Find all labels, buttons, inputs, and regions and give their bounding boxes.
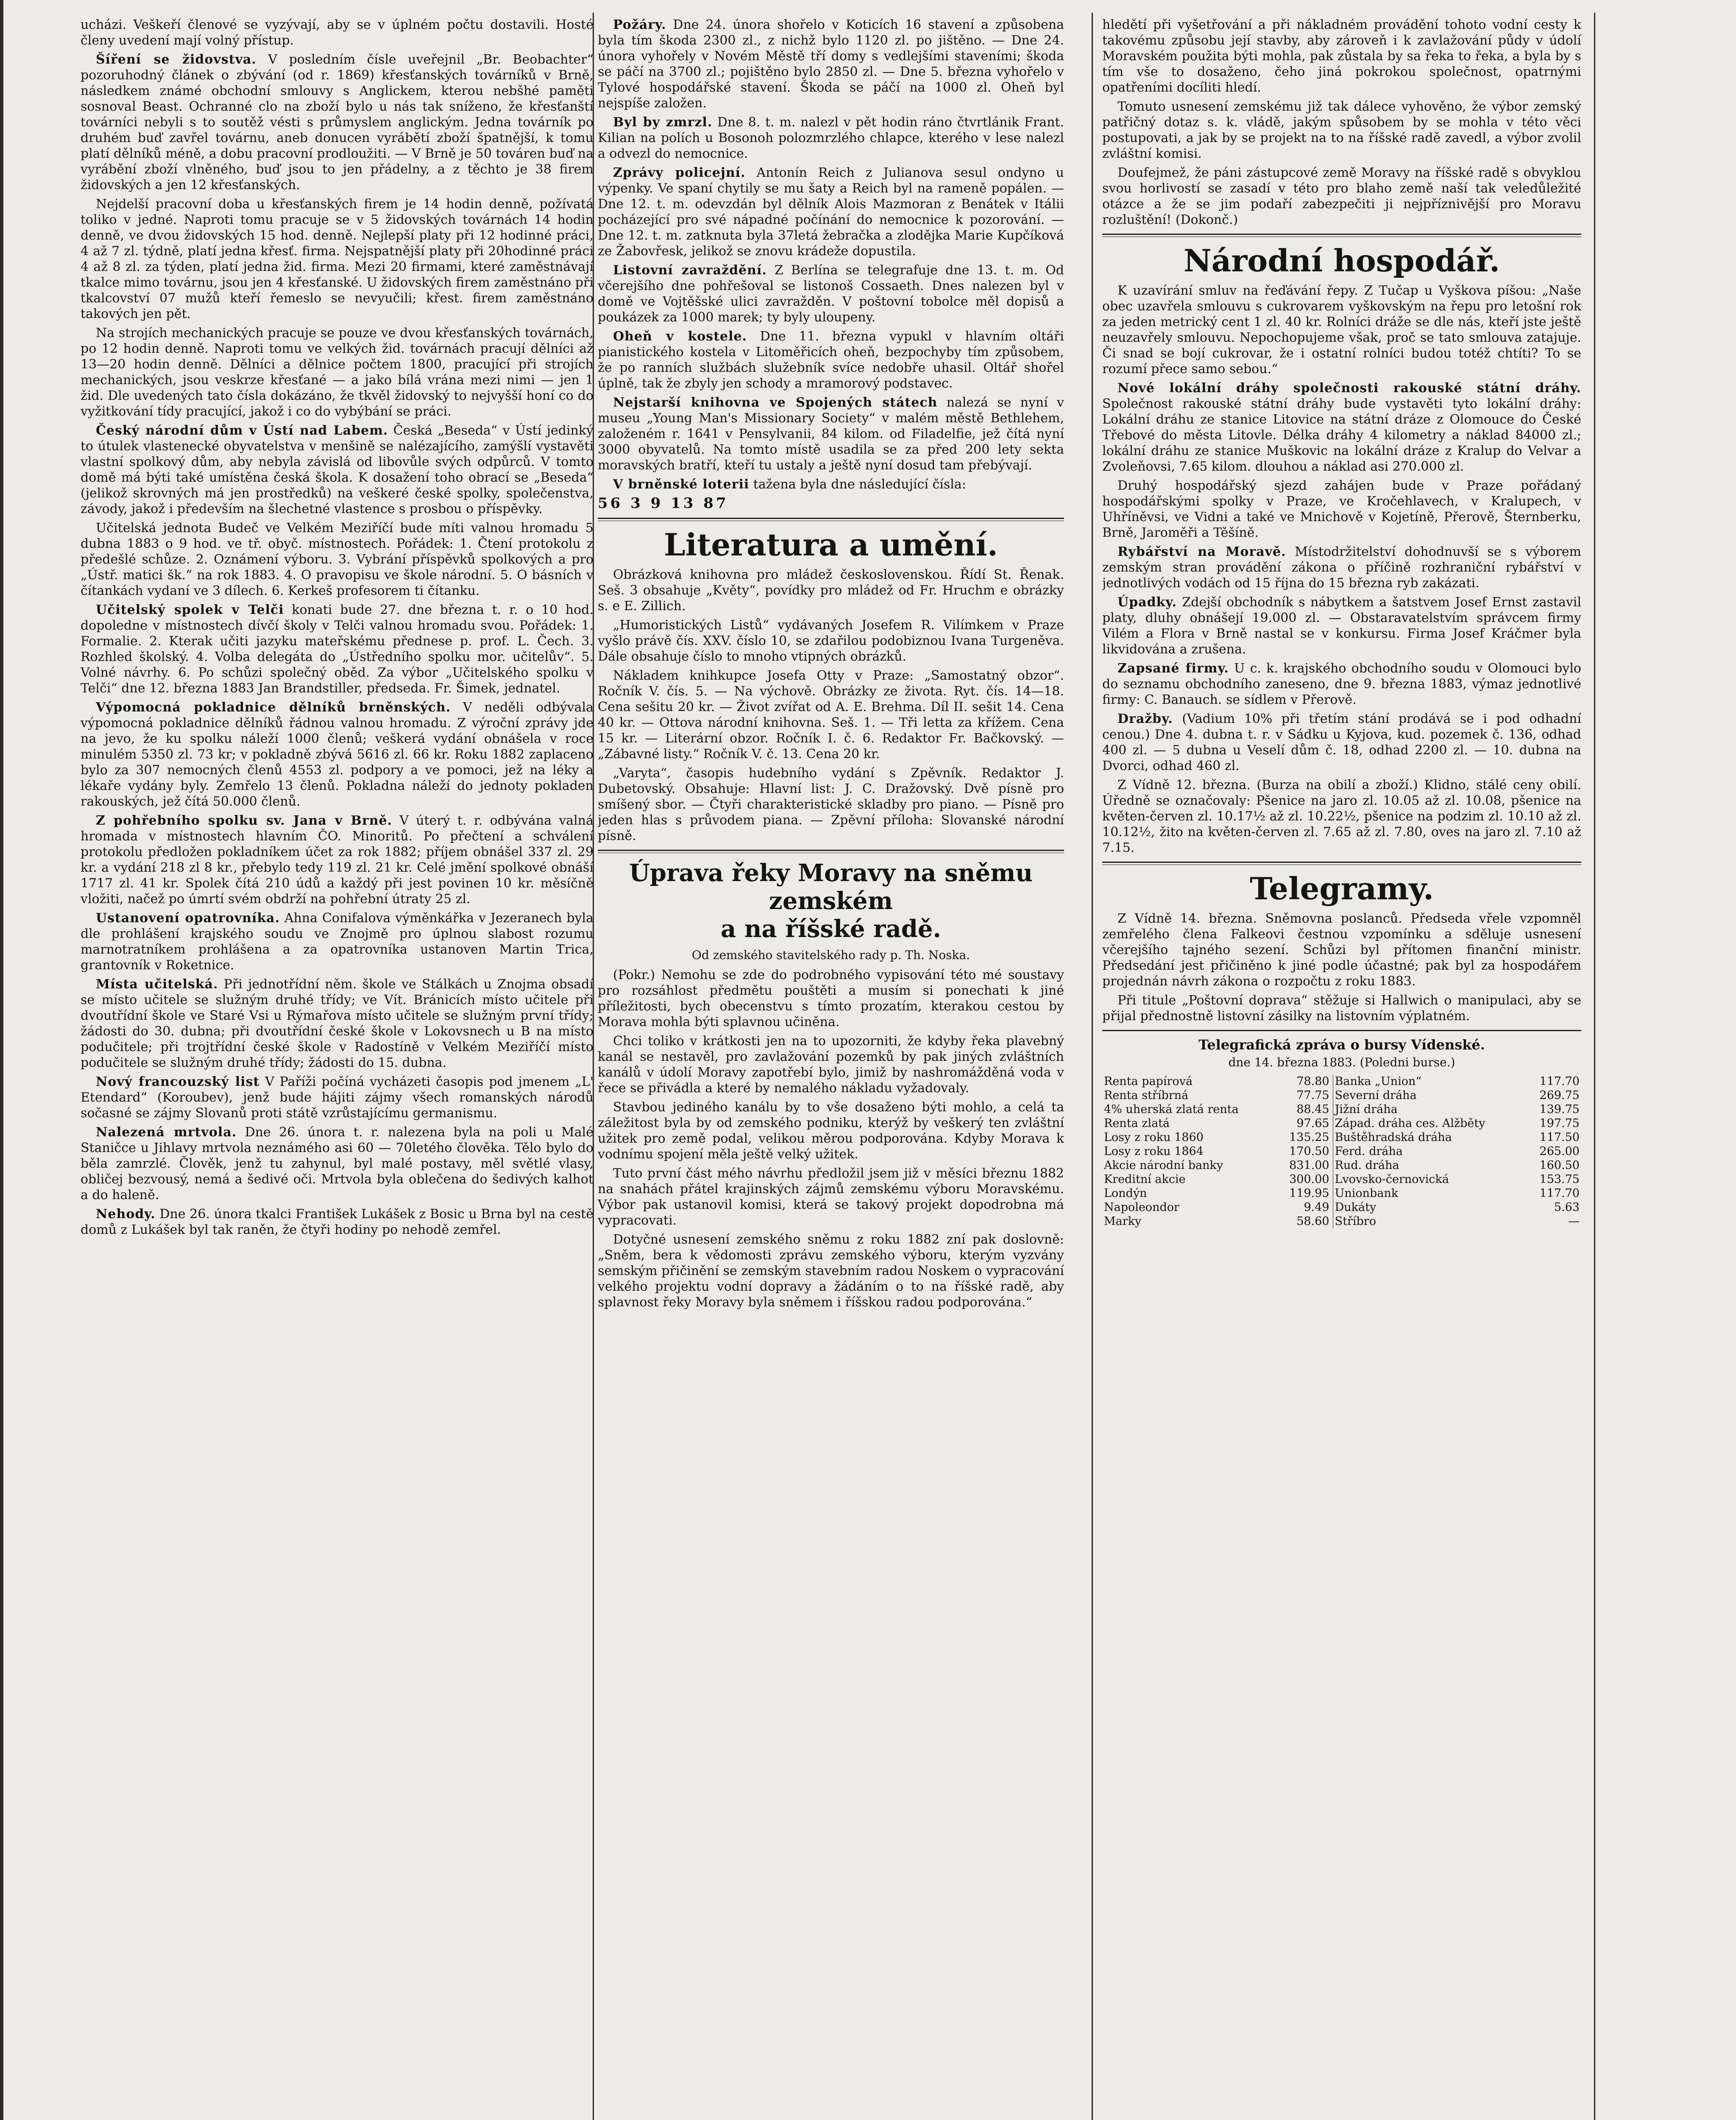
section-title-literatura: Literatura a umění.	[664, 527, 998, 563]
section-heading: Šíření se židovstva.	[96, 52, 256, 67]
table-cell: Jižní dráha	[1335, 1103, 1398, 1116]
table-cell: 4% uherská zlatá renta	[1104, 1103, 1239, 1116]
section-heading: Oheň v kostele.	[613, 329, 747, 344]
paragraph: V posledním čísle uveřejnil „Br. Beobachter“ pozoruhodný článek o zbývání (od r. 1869) křesťanských továrníků v Brně, následkem známé obchodní smlouvy s Anglickem, kterou nebšhé paměti sosnoval Beast. Ochranné clo na zboží bylo u nás tak sníženo, že křesťanští továrníci nebyli s to soutěž vésti s průmyslem anglickým. Jedna továrník po druhém buď zavřel továrnu, aneb donucen vyrábětí zboží špatnější, k tomu platí dělníků méně, a dobu pracovní prodloužiti. — V Brně je 50 továren buď na vyrábění zboží vlněného, buď jsou to jen přádelny, a z těchto je 38 firem židovských a jen 12 křesťanských.	[81, 52, 594, 192]
table-cell: Marky	[1104, 1215, 1142, 1228]
paragraph: Druhý hospodářský sjezd zahájen bude v Praze pořádaný hospodářskými spolky v Praze, ve Kročehlavech, v Kralupech, v Uhříněvsi, ve Vidni a také ve Mnichově v Kojetíně, Přerově, Šternberku, Brně, Jaroměři a Těšíně.	[1102, 478, 1581, 540]
table-cell: 77.75	[1276, 1088, 1333, 1102]
table-row	[1102, 1186, 1581, 1200]
table-cell: Akcie národní banky	[1104, 1159, 1223, 1172]
column-rule	[1594, 13, 1595, 2120]
divider	[598, 850, 1064, 853]
paragraph: Učitelská jednota Budeč ve Velkém Meziříčí bude míti valnou hromadu 5 dubna 1883 o 9 hod. ve tř. obyč. místnostech. Pořádek: 1. Čtení protokolu z předešlé schůze. 2. Oznámení výboru. 3. Vybrání příspěvků spolkových a pro „Ústř. matici šk.“ na rok 1883. 4. O pravopisu ve škole národní. 5. O básních v čítankách vydaní ve 3 dílech. 6. Kerkeš profesorem ti čítanku.	[81, 521, 594, 598]
paragraph: K uzavírání smluv na řeďávání řepy. Z Tučap u Vyškova píšou: „Naše obec uzavřela smlouvu s cukrovarem vyškovským na řepu pro letošní rok za jeden metrický cent 1 zl. 40 kr. Rolníci dráže se dle nás, kteří jste ještě neuzavřely smlouvu. Nepochopujeme však, proč se tato smlouva zatajuje. Či snad se bojí cukrovar, že i ostatní rolníci budou totéž chtíti? To se rozumí přece samo sebou.“	[1102, 283, 1581, 377]
table-cell: Dukáty	[1335, 1201, 1377, 1214]
table-row	[1102, 1200, 1581, 1214]
paragraph: Stavbou jediného kanálu by to vše dosaženo býti mohlo, a celá ta záležitost byla by od zemského podniku, kterýž by veškerý ten zvláštní užitek pro země podal, velikou měrou podporována. Kdyby Morava k vodnímu spojení měla ještě velký užitek.	[598, 1100, 1064, 1162]
paragraph: Z Vídně 14. března. Sněmovna poslanců. Předseda vřele vzpomněl zemřelého člena Falkeovi čestnou vzpomínku a sděluje usnesení včerejšího tajného sezení. Schůzi byl přítomen finanční ministr. Předsedání jest přičiněno k jiné podle účastné; pak byl za hospodářem projednán návrh zákona o rozpočtu z roku 1883.	[1102, 911, 1581, 989]
table-cell: Banka „Union“	[1335, 1075, 1422, 1088]
section-heading: Nový francouzský list	[96, 1074, 260, 1089]
table-cell: 153.75	[1539, 1173, 1580, 1186]
table-cell: 300.00	[1276, 1172, 1333, 1186]
article-title-line-1: Úprava řeky Moravy na sněmu zemském	[629, 859, 1033, 915]
table-cell: Kreditní akcie	[1104, 1173, 1186, 1186]
table-cell: Rud. dráha	[1335, 1159, 1399, 1172]
column-2	[598, 17, 1064, 2120]
table-cell: 5.63	[1554, 1201, 1580, 1214]
table-cell: Renta zlatá	[1104, 1117, 1170, 1130]
table-row	[1102, 1158, 1581, 1172]
column-rule	[1092, 13, 1093, 2120]
table-cell: 197.75	[1539, 1117, 1580, 1130]
paragraph: (Vadium 10% při třetím stání prodává se i pod odhadní cenou.) Dne 4. dubna t. r. v Sádku u Kyjova, kud. pozemek č. 136, odhad 400 zl. — 5 dubna u Veselí dům č. 18, odhad 2200 zl. — 10. dubna na Dvorci, odhad 460 zl.	[1102, 711, 1581, 773]
table-row	[1102, 1144, 1581, 1158]
paragraph: Zdejší obchodník s nábytkem a šatstvem Josef Ernst zastavil platy, dluhy obnášejí 19.000 zl. — Obstaravatelstvím správcem firmy Vilém a Flora v Brně nastal se v konkursu. Firma Josef Kráčmer byla likvidována a zrušena.	[1102, 595, 1581, 657]
table-cell: Losy z roku 1860	[1104, 1131, 1204, 1144]
article-byline: Od zemského stavitelského rady p. Th. Noska.	[691, 948, 970, 962]
table-cell: Renta stříbrná	[1104, 1089, 1189, 1102]
lottery-numbers: 56 3 9 13 87	[598, 495, 729, 512]
table-cell: 170.50	[1276, 1144, 1333, 1158]
table-cell: 265.00	[1539, 1145, 1580, 1158]
table-cell: 78.80	[1276, 1074, 1333, 1088]
table-row	[1102, 1074, 1581, 1088]
paragraph: Dne 26. února tkalci František Lukášek z Bosic u Brna byl na cestě domů z Lukášek byl tak raněn, že čtyři hodiny po nehodě zemřel.	[81, 1207, 594, 1237]
table-row	[1102, 1172, 1581, 1186]
table-cell: 117.70	[1539, 1187, 1580, 1200]
section-heading: Požáry.	[613, 17, 666, 32]
section-heading: Zprávy policejní.	[613, 165, 746, 180]
table-cell: Severní dráha	[1335, 1089, 1417, 1102]
table-row	[1102, 1102, 1581, 1116]
section-heading: Místa učitelská.	[96, 977, 218, 992]
table-cell: 97.65	[1276, 1116, 1333, 1130]
paragraph: Doufejmež, že páni zástupcové země Moravy na říšské radě s obvyklou svou horlivostí se zasadí v této pro blaho země naší tak veledůležité otázce a že se jim podaří zabezpečiti ji nejpříznivější pro Moravu rozluštění! (Dokonč.)	[1102, 165, 1581, 227]
divider	[1102, 862, 1581, 865]
table-cell: Lvovsko-černovická	[1335, 1173, 1449, 1186]
section-heading: Úpadky.	[1117, 595, 1177, 610]
paragraph: V neděli odbývala výpomocná pokladnice dělníků řádnou valnou hromadu. Z výroční zprávy jde na jevo, že ku spolku náleží 1000 členů; veškerá vydání obnášela v roce minulém 5350 zl. 73 kr; v pokladně zbývá 5616 zl. 66 kr. Roku 1882 zaplaceno bylo za 307 nemocných členů 4553 zl. podpory a ve pomoci, jež na léky a lékaře vydány byly. Zemřelo 13 členů. Pokladna náleží do jednoty pokladen rakouských, jež čítá 50.000 členů.	[81, 700, 594, 809]
paragraph: Dne 24. února shořelo v Koticích 16 stavení a způsobena byla tím škoda 2300 zl., z nichž bylo 1120 zl. po jištěno. — Dne 24. února vyhořely v Novém Městě tří domy s vedlejšími staveními; škoda se páčí na 3700 zl.; pojištěno bylo 2850 zl. — Dne 5. března vyhořelo v Tylové hospodářské stavení. Škoda se páčí na 1000 zl. Oheň byl nejspíše založen.	[598, 17, 1064, 111]
paragraph: Ahna Conifalova výměnkářka v Jezeranech byla dle prohlášení krajského soudu ve Znojmě pro úplnou slabost rozumu marnotratníkem prohlášena a za opatrovníka ustanoven Martin Trica, grantovník v Roketnice.	[81, 911, 594, 973]
table-cell: 119.95	[1276, 1186, 1333, 1200]
table-cell: 9.49	[1276, 1200, 1333, 1214]
section-heading: Učitelský spolek v Telči	[96, 603, 284, 617]
section-heading: Nalezená mrtvola.	[96, 1125, 237, 1140]
section-heading: Rybářství na Moravě.	[1117, 544, 1286, 559]
section-heading: Nejstarší knihovna ve Spojených státech	[613, 395, 938, 410]
paragraph: Při jednotřídní něm. škole ve Stálkách u Znojma obsadí se místo učitele se služným druhé třídy; ve Vít. Bránicích místo učitele při dvoutřídní škole ve Staré Vsi u Rýmařova místo učitele se služným první třídy; žádosti do 30. dubna; při dvoutřídní české škole v Lokovsnech u B na místo podučitele; při trojtřídní české škole v Radostíně v Velkém Meziříčí místo podučitele se služným druhé třídy; žádosti do 15. dubna.	[81, 977, 594, 1070]
paragraph: Společnost rakouské státní dráhy bude vystavěti tyto lokální dráhy: Lokální dráhu ze stanice Litovice na státní dráze z Olomouce do České Třebové do města Litovle. Délka dráhy 4 kilometry a náklad 84000 zl.; lokální dráhu ze stanice Muškovic na lokální dráze z Kralup do Velvar a Zvoleňovsi, 7.65 kilom. dlouhou a náklad asi 270.000 zl.	[1102, 396, 1581, 474]
section-heading: Dražby.	[1117, 711, 1173, 726]
table-cell: Buštěhradská dráha	[1335, 1131, 1452, 1144]
paragraph: Antonín Reich z Julianova sesul ondyno u výpenky. Ve spaní chytily se mu šaty a Reich byl na rameně popálen. — Dne 12. t. m. odevzdán byl dělník Alois Mazmoran z Benátek v Itálii pocházející pro své nápadné počínání do nemocnice k pozorování. — Dne 12. t. m. zatknuta byla 37letá žebračka a zlodějka Marie Kupčíková ze Žabovřesk, jelikož se znovu krádeže dopustila.	[598, 165, 1064, 259]
paragraph: Dne 26. února t. r. nalezena byla na poli u Malé Staničce u Jihlavy mrtvola neznámého asi 60 — 70letého člověka. Tělo bylo do běla zamrzlé. Člověk, jenž tu zahynul, byl malé postavy, měl světlé vlasy, obličej bezvousý, nemá a šedivé oči. Mrtvola byla oblečena do šedivých kalhot a do haleně.	[81, 1125, 594, 1202]
section-heading: Byl by zmrzl.	[613, 115, 713, 130]
paragraph: Tomuto usnesení zemskému již tak dálece vyhověno, že výbor zemský patřičný dotaz s. k. vládě, jakým spůsobem by se mohla v této věci postupovati, a jak by se projekt na to na říšské radě zavedl, a výbor zvolil zvláštní komisi.	[1102, 99, 1581, 161]
paragraph: tažena byla dne následující čísla:	[753, 477, 966, 492]
table-row	[1102, 1214, 1581, 1228]
bourse-caption: Telegrafická zpráva o bursy Vídenské.	[1198, 1037, 1485, 1053]
paragraph: Místodržitelství dohodnuvší se s výborem zemským stran provádění zákona o příčině rozhraniční rybářství v jednotlivých vodách od 15 října do 15 března ryb zakázati.	[1102, 544, 1581, 591]
paragraph: Dne 8. t. m. nalezl v pět hodin ráno čtvrtlánik Frant. Kilian na polích u Bosonoh polozmrzlého chlapce, kterého v lese nalezl a odvezl do nemocnice.	[598, 115, 1064, 161]
paragraph: Při titule „Poštovní doprava“ stěžuje si Hallwich o manipulaci, aby se přijal přednostně listovní zásilky na listovním výplatném.	[1102, 993, 1581, 1024]
article-title-line-2: a na říšské radě.	[720, 915, 942, 943]
paragraph: Dne 11. března vypukl v hlavním oltáři pianistického kostela v Litoměřicích oheň, bezpochyby tím způsobem, že po ranních službách služebník svíce nedobře uhasil. Oltář shořel úplně, tak že zbyly jen schody a mramorový podstavec.	[598, 329, 1064, 391]
section-heading: Nové lokální dráhy společnosti rakouské státní dráhy.	[1117, 381, 1581, 396]
section-title-narodni-hospodar: Národní hospodář.	[1183, 243, 1500, 279]
table-cell: Stříbro	[1335, 1215, 1376, 1228]
table-cell: 117.50	[1539, 1131, 1580, 1144]
table-cell: Napoleondor	[1104, 1201, 1179, 1214]
section-heading: Český národní dům v Ústí nad Labem.	[96, 423, 388, 438]
table-cell: 88.45	[1276, 1102, 1333, 1116]
section-heading: Výpomocná pokladnice dělníků brněnských.	[96, 700, 451, 715]
section-heading: Zapsané firmy.	[1117, 661, 1229, 676]
bourse-subcaption: dne 14. března 1883. (Poledni burse.)	[1228, 1055, 1455, 1069]
paragraph: Tuto první část mého návrhu předložil jsem již v měsíci březnu 1882 na snahách přátel krajinských zájmů zemskému výboru Moravskému. Výbor pak ustanovil komisi, která se takový projekt dopodrobna má vypracovati.	[598, 1166, 1064, 1228]
section-heading: Listovní zavraždění.	[613, 263, 767, 278]
paragraph: ucházi. Veškeří členové se vyzývají, aby se v úplném počtu dostavili. Hosté členy uvedení mají volný přístup.	[81, 17, 594, 48]
paragraph: Dotyčné usnesení zemského sněmu z roku 1882 zní pak doslovně: „Sněm, bera k vědomosti zprávu zemského výboru, kterým vyzvány semským přičinění se zemským stavebním radou Noskem o vypracování velkého projektu vodní dopravy a žádáním o to na říšské radě, aby splavnost řeky Moravy byla sněmem i říšskou radou podporována.“	[598, 1232, 1064, 1310]
table-cell: Unionbank	[1335, 1187, 1399, 1200]
paragraph: V Paříži počíná vycházeti časopis pod jmenem „L' Etendard“ (Koroubev), jenž bude hájiti zájmy všech romanských národů sočasné se zájmy Slovanů proti státě vzrůstajícímu germanismu.	[81, 1074, 594, 1121]
paragraph: V úterý t. r. odbývána valná hromada v místnostech hlavním ČO. Minoritů. Po přečtení a schválení protokolu předložen pokladníkem účet za rok 1882; příjem obnášel 337 zl. 29 kr. a vydání 218 zl 8 kr., přebylo tedy 119 zl. 21 kr. Celé jmění spolkové obnáší 1717 zl. 41 kr. Spolek čítá 210 údů a každý při jest povinen 10 kr. měsíčně vložiti, načež po úmrtí svém obdrží na pohřební útraty 25 zl.	[81, 813, 594, 907]
paragraph: Na strojích mechanických pracuje se pouze ve dvou křesťanských továrnách, po 12 hodin denně. Naproti tomu ve velkých žid. továrnách pracují dělníci až 13—20 hodin denně. Dělníci a dělnice počtem 1800, pracující při strojích mechanických, jsou veskrze křesťané — a jako bílá vrána mezi nimi — jen 1 žid. Dle uvedených tato čísla dokázáno, že tkvěl židovský to nejvyšší honí co do vyžitkování tídy pracující, jakož i co do vybýbání se práci.	[81, 326, 594, 419]
paragraph: Nejdelší pracovní doba u křesťanských firem je 14 hodin denně, požívatá toliko v jedné. Naproti tomu pracuje se v 5 židovských továrnách 14 hodin denně, ve dvou židovských 15 hod. denně. Nejlepší platy při 12 hodinné práci, 4 až 7 zl. týdně, platí jedna křesť. firma. Nejspatnější platy při 20hodinné práci 4 až 8 zl. za týden, platí jedna žid. firma. Mezi 20 firmami, které zaměstnávají tkalce mimo továrnu, jsou jen 4 křesťanské. U židovských firem zaměstnáno při tkalcovství 07 mužů kteří řemeslo se nevyučili; křest. firem zaměstnáno takových jen pět.	[81, 197, 594, 321]
paragraph: konati bude 27. dne března t. r. o 10 hod. dopoledne v místnostech dívčí školy v Telči valnou hromadu svou. Pořádek: 1. Formalie. 2. Kterak učiti jazyku mateřskému přednese p. prof. L. Čech. 3. Rozhled školský. 4. Volba delegáta do „Ústředního spolku mor. učitelův“. 5. Volné návrhy. 6. Po schůzi společný oběd. Za výbor „Učitelského spolku v Telči“ dne 12. března 1883 Jan Brandstiller, předseda. Fr. Šimek, jednatel.	[81, 603, 594, 696]
paragraph: Nákladem knihkupce Josefa Otty v Praze: „Samostatný obzor“. Ročník V. čís. 5. — Na výchově. Obrázky ze života. Ryt. čís. 14—18. Cena sešitu 20 kr. — Život zvířat od A. E. Brehma. Díl II. sešit 14. Cena 40 kr. — Ottova národní knihovna. Seš. 1. — Tři letta za křížem. Cena 15 kr. — Literární obzor. Ročník I. č. 6. Redaktor Fr. Bačkovský. — „Zábavné listy.“ Ročník V. č. 13. Cena 20 kr.	[598, 668, 1064, 762]
table-cell: Ferd. dráha	[1335, 1145, 1403, 1158]
table-cell: 58.60	[1276, 1214, 1333, 1228]
paragraph: nalezá se nyní v museu „Young Man's Missionary Society“ v malém městě Bethlehem, založeném r. 1641 v Pensylvanii, 84 kilom. od Filadelfie, jež čítá nyní 3000 obyvatelů. Na tomto místě usadila se za před 200 lety sekta moravských bratří, kteří tu ustaly a ještě nyní dosud tam přebývají.	[598, 395, 1064, 473]
paragraph: U c. k. krajského obchodního soudu v Olomouci bylo do seznamu obchodního zaneseno, dne 9. března 1883, výmaz jednotlivé firmy: C. Banauch. se sídlem v Přerově.	[1102, 661, 1581, 707]
table-cell: Západ. dráha ces. Alžběty	[1335, 1117, 1485, 1130]
table-row	[1102, 1130, 1581, 1144]
column-1	[81, 17, 594, 2120]
section-heading: Ustanovení opatrovníka.	[96, 911, 280, 926]
column-3	[1102, 17, 1581, 2120]
divider	[1102, 1030, 1581, 1031]
paragraph: „Varyta“, časopis hudebního vydání s Zpěvník. Redaktor J. Dubetovský. Obsahuje: Hlavní list: J. C. Dražovský. Dvě písně pro smíšený sbor. — Čtyři charakteristické skladby pro piano. — Písně pro jeden hlas s průvodem piana. — Zpěvní příloha: Slovanské národní písně.	[598, 766, 1064, 843]
section-heading: V brněnské loterii	[613, 477, 750, 492]
table-cell: 269.75	[1539, 1089, 1580, 1102]
table-cell: —	[1568, 1215, 1580, 1228]
table-cell: 135.25	[1276, 1130, 1333, 1144]
table-cell: 139.75	[1539, 1103, 1580, 1116]
article-title-uprava	[598, 859, 1064, 943]
divider	[598, 518, 1064, 521]
paragraph: Chci toliko v krátkosti jen na to upozorniti, že kdyby řeka plavebný kanál se nestavěl, pro zavlažování pozemků by pak jiných zvláštních kanálů v údolí Moravy zapotřebí bylo, jimiž by nashromážděná voda v řece se přivádla a které by nemalého nákladu vyžadovaly.	[598, 1034, 1064, 1096]
section-heading: Nehody.	[96, 1207, 156, 1222]
table-cell: 117.70	[1539, 1075, 1580, 1088]
paragraph: Obrázková knihovna pro mládež československou. Řídí St. Řenak. Seš. 3 obsahuje „Květy“, povídky pro mládež od Fr. Hruchm e obrázky s. e E. Zillich.	[598, 567, 1064, 614]
divider	[1102, 234, 1581, 237]
bourse-table	[1102, 1074, 1581, 1228]
section-heading: Z pohřebního spolku sv. Jana v Brně.	[96, 813, 393, 828]
table-cell: Renta papírová	[1104, 1075, 1193, 1088]
table-cell: 831.00	[1276, 1158, 1333, 1172]
table-row	[1102, 1116, 1581, 1130]
paragraph: hledětí při vyšetřování a při nákladném provádění tohoto vodní cesty k takovému způsobu její stavby, aby zároveň i k zavlažování půdy v údolí Moravském použita býti mohla, pak zůstala by sa řeka to řeka, a byla by s tím vše to dosaženo, čeho jiná pokrokou společnost, opatrnými opatřeními docíliti hledí.	[1102, 17, 1581, 95]
paragraph: Česká „Beseda“ v Ústí jedinký to útulek vlastenecké obyvatelstva v menšině se nalézajícího, zamýšlí vystavěti vlastní spolkový dům, aby nebyla závislá od libovůle svých odpůrců. V tomto domě má býti také umístěna česká škola. K dosažení toho obrací se „Beseda“ (jelikož skrovných má jen prostředků) na veškeré české spolky, společenstva, závody, jakož i především na šlechetné vlastence s prosbou o příspěvky.	[81, 423, 594, 516]
left-margin-scan-edge	[0, 0, 76, 2120]
table-cell: 160.50	[1539, 1159, 1580, 1172]
paragraph: (Pokr.) Nemohu se zde do podrobného vypisování této mé soustavy pro rozsáhlost předmětu pouštěti a musím si ponechati k jiné příležitosti, bych obecenstvu s tímto prozatím, kterakou cestou by Morava mohla býti splavnou učiněna.	[598, 968, 1064, 1029]
table-row	[1102, 1088, 1581, 1102]
paragraph: „Humoristických Listů“ vydávaných Josefem R. Vilímkem v Praze vyšlo právě čís. XXV. číslo 10, se zdařilou podobiznou Ivana Turgeněva. Dále obsahuje číslo to mnoho vtipných obrázků.	[598, 618, 1064, 664]
paragraph: Z Vídně 12. března. (Burza na obilí a zboží.) Klidno, stálé ceny obilí. Úředně se označovaly: Pšenice na jaro zl. 10.05 až zl. 10.08, pšenice na květen-červen zl. 10.17½ až zl. 10.22½, pšenice na podzim zl. 10.10 až zl. 10.12½, žito na květen-červen zl. 7.65 až zl. 7.80, oves na jaro zl. 7.10 až 7.15.	[1102, 778, 1581, 855]
section-title-telegramy: Telegramy.	[1249, 870, 1434, 907]
paragraph: Z Berlína se telegrafuje dne 13. t. m. Od včerejšího dne pohřešoval se listonoš Cossaeth. Dnes nalezen byl v domě ve Vojtěšské ulici zavražděn. V poštovní tobolce měl dopisů a poukázek za 1000 marek; ty byly uloupeny.	[598, 263, 1064, 325]
table-cell: Londýn	[1104, 1187, 1147, 1200]
table-cell: Losy z roku 1864	[1104, 1145, 1204, 1158]
